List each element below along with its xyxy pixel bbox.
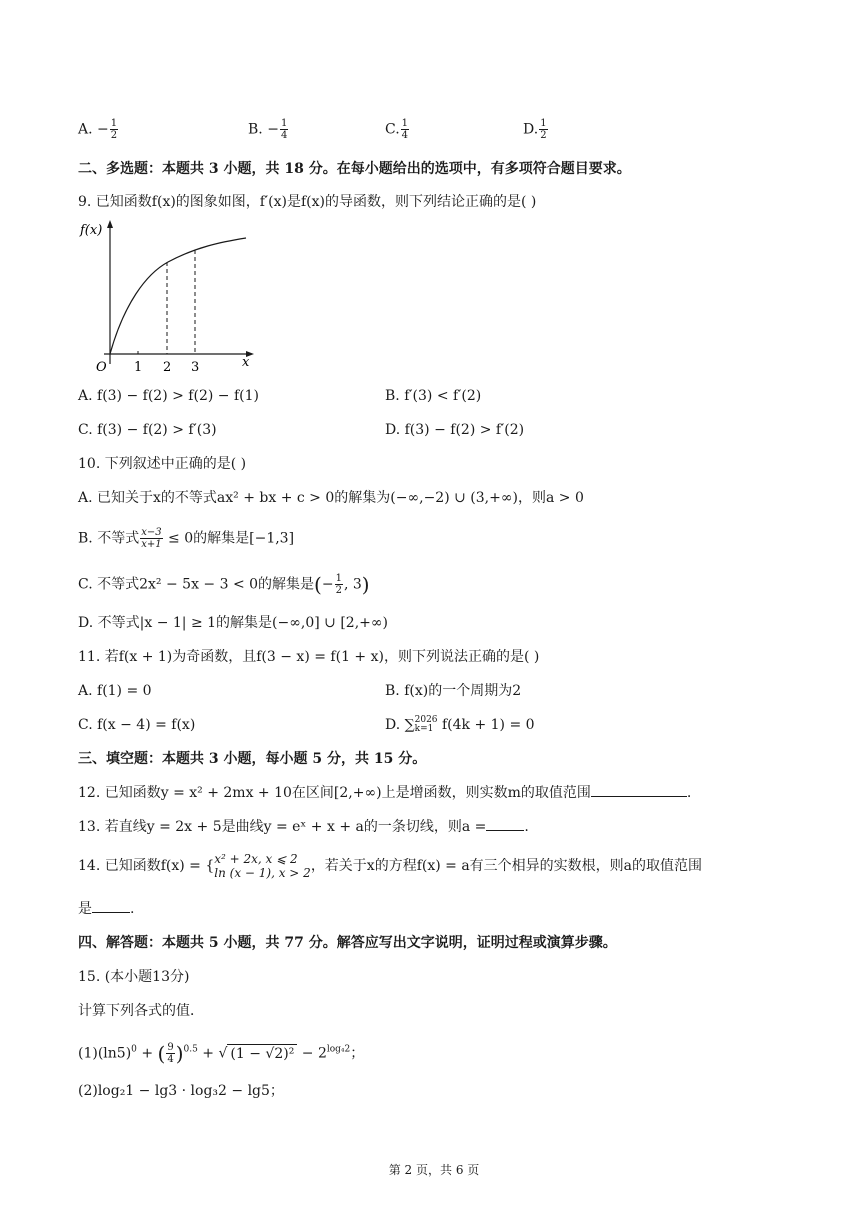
q14: 14. 已知函数f(x) = { x² + 2x, x ⩽ 2 ln (x − 1), x > 2 ，若关于x的方程f(x) = a有三个相异的实数根，则a的取值范围 bbox=[78, 852, 703, 880]
q10-option-c: C. 不等式2x² − 5x − 3 < 0的解集是(− $\frac{1}{2}$ , 3) bbox=[78, 572, 370, 597]
q15-part-1: $(1)(\ln 5)^0$ + ( $\frac{9}{4}$ )$^{0.5}$ + √ $(1 - √2)^2 - 2^{log_42}$； bbox=[78, 1041, 365, 1066]
q11-option-c: C. f(x − 4) = f(x) bbox=[78, 717, 196, 733]
section-4-heading: 四、解答题：本题共 5 小题，共 77 分。解答应写出文字说明，证明过程或演算步骤。 bbox=[78, 935, 617, 951]
q11-option-d: D. ∑ 2026 k=1 f(4k + 1) = 0 bbox=[385, 715, 535, 734]
q11-stem: 11. 若f(x + 1)为奇函数，且f(3 − x) = f(1 + x)，则下列说法正确的是( ) bbox=[78, 649, 540, 665]
page-footer: 第 2 页，共 6 页 bbox=[388, 1163, 480, 1177]
f-curve bbox=[110, 238, 246, 354]
q10-option-d: D. 不等式|x − 1| ≥ 1的解集是(−∞,0] ∪ [2,+∞) bbox=[78, 615, 389, 631]
q9-function-graph bbox=[76, 214, 266, 374]
q9-option-b: B. f′(3) < f′(2) bbox=[385, 388, 482, 404]
q10-option-a: A. 已知关于x的不等式ax² + bx + c > 0的解集为(−∞,−2) ∪ (3,+∞)，则a > 0 bbox=[78, 490, 584, 506]
q11-option-a: A. f(1) = 0 bbox=[78, 683, 152, 699]
section-2-heading: 二、多选题：本题共 3 小题，共 18 分。在每小题给出的选项中，有多项符合题目要求。 bbox=[78, 161, 631, 177]
q8-option-b: B. − $\frac{1}{4}$ bbox=[248, 118, 288, 141]
q12-answer-blank bbox=[591, 784, 687, 797]
section-3-heading: 三、填空题：本题共 3 小题，每小题 5 分，共 15 分。 bbox=[78, 751, 427, 767]
tick-label-3: 3 bbox=[191, 360, 200, 374]
q8-option-a: A. − $\frac{1}{2}$ bbox=[78, 118, 118, 141]
q9-option-a: A. f(3) − f(2) > f(2) − f(1) bbox=[78, 388, 259, 404]
q15-part-2: (2)log₂1 − lg3 · log₃2 − lg5； bbox=[78, 1083, 284, 1099]
tick-label-1: 1 bbox=[134, 360, 143, 374]
x-axis-label: x bbox=[242, 355, 250, 370]
y-axis-label: f(x) bbox=[80, 223, 103, 238]
q9-option-c: C. f(3) − f(2) > f′(3) bbox=[78, 422, 217, 438]
q15-intro: 计算下列各式的值． bbox=[78, 1003, 204, 1019]
q9-option-d: D. f(3) − f(2) > f′(2) bbox=[385, 422, 525, 438]
q13: 13. 若直线y = 2x + 5是曲线y = eˣ + x + a的一条切线，则a = . bbox=[78, 819, 529, 835]
q15-title: 15. (本小题13分) bbox=[78, 969, 190, 985]
q11-option-b: B. f(x)的一个周期为2 bbox=[385, 683, 522, 699]
tick-label-2: 2 bbox=[163, 360, 172, 374]
q14-line2: 是 . bbox=[78, 901, 135, 917]
q9-stem: 9. 已知函数f(x)的图象如图，f′(x)是f(x)的导函数，则下列结论正确的是( ) bbox=[78, 194, 537, 210]
q10-stem: 10. 下列叙述中正确的是( ) bbox=[78, 456, 247, 472]
q10-option-b: B. 不等式 $\frac{x-3}{x+1}$ ≤ 0的解集是[−1,3] bbox=[78, 527, 295, 550]
q8-option-c: C. $\frac{1}{4}$ bbox=[385, 118, 409, 141]
q13-answer-blank bbox=[486, 818, 524, 831]
q8-option-d: D. $\frac{1}{2}$ bbox=[523, 118, 547, 141]
origin-label: O bbox=[96, 360, 107, 374]
q12: 12. 已知函数y = x² + 2mx + 10在区间[2,+∞)上是增函数，则实数m的取值范围 . bbox=[78, 785, 692, 801]
y-axis-arrow bbox=[107, 220, 113, 228]
q14-answer-blank bbox=[92, 900, 130, 913]
